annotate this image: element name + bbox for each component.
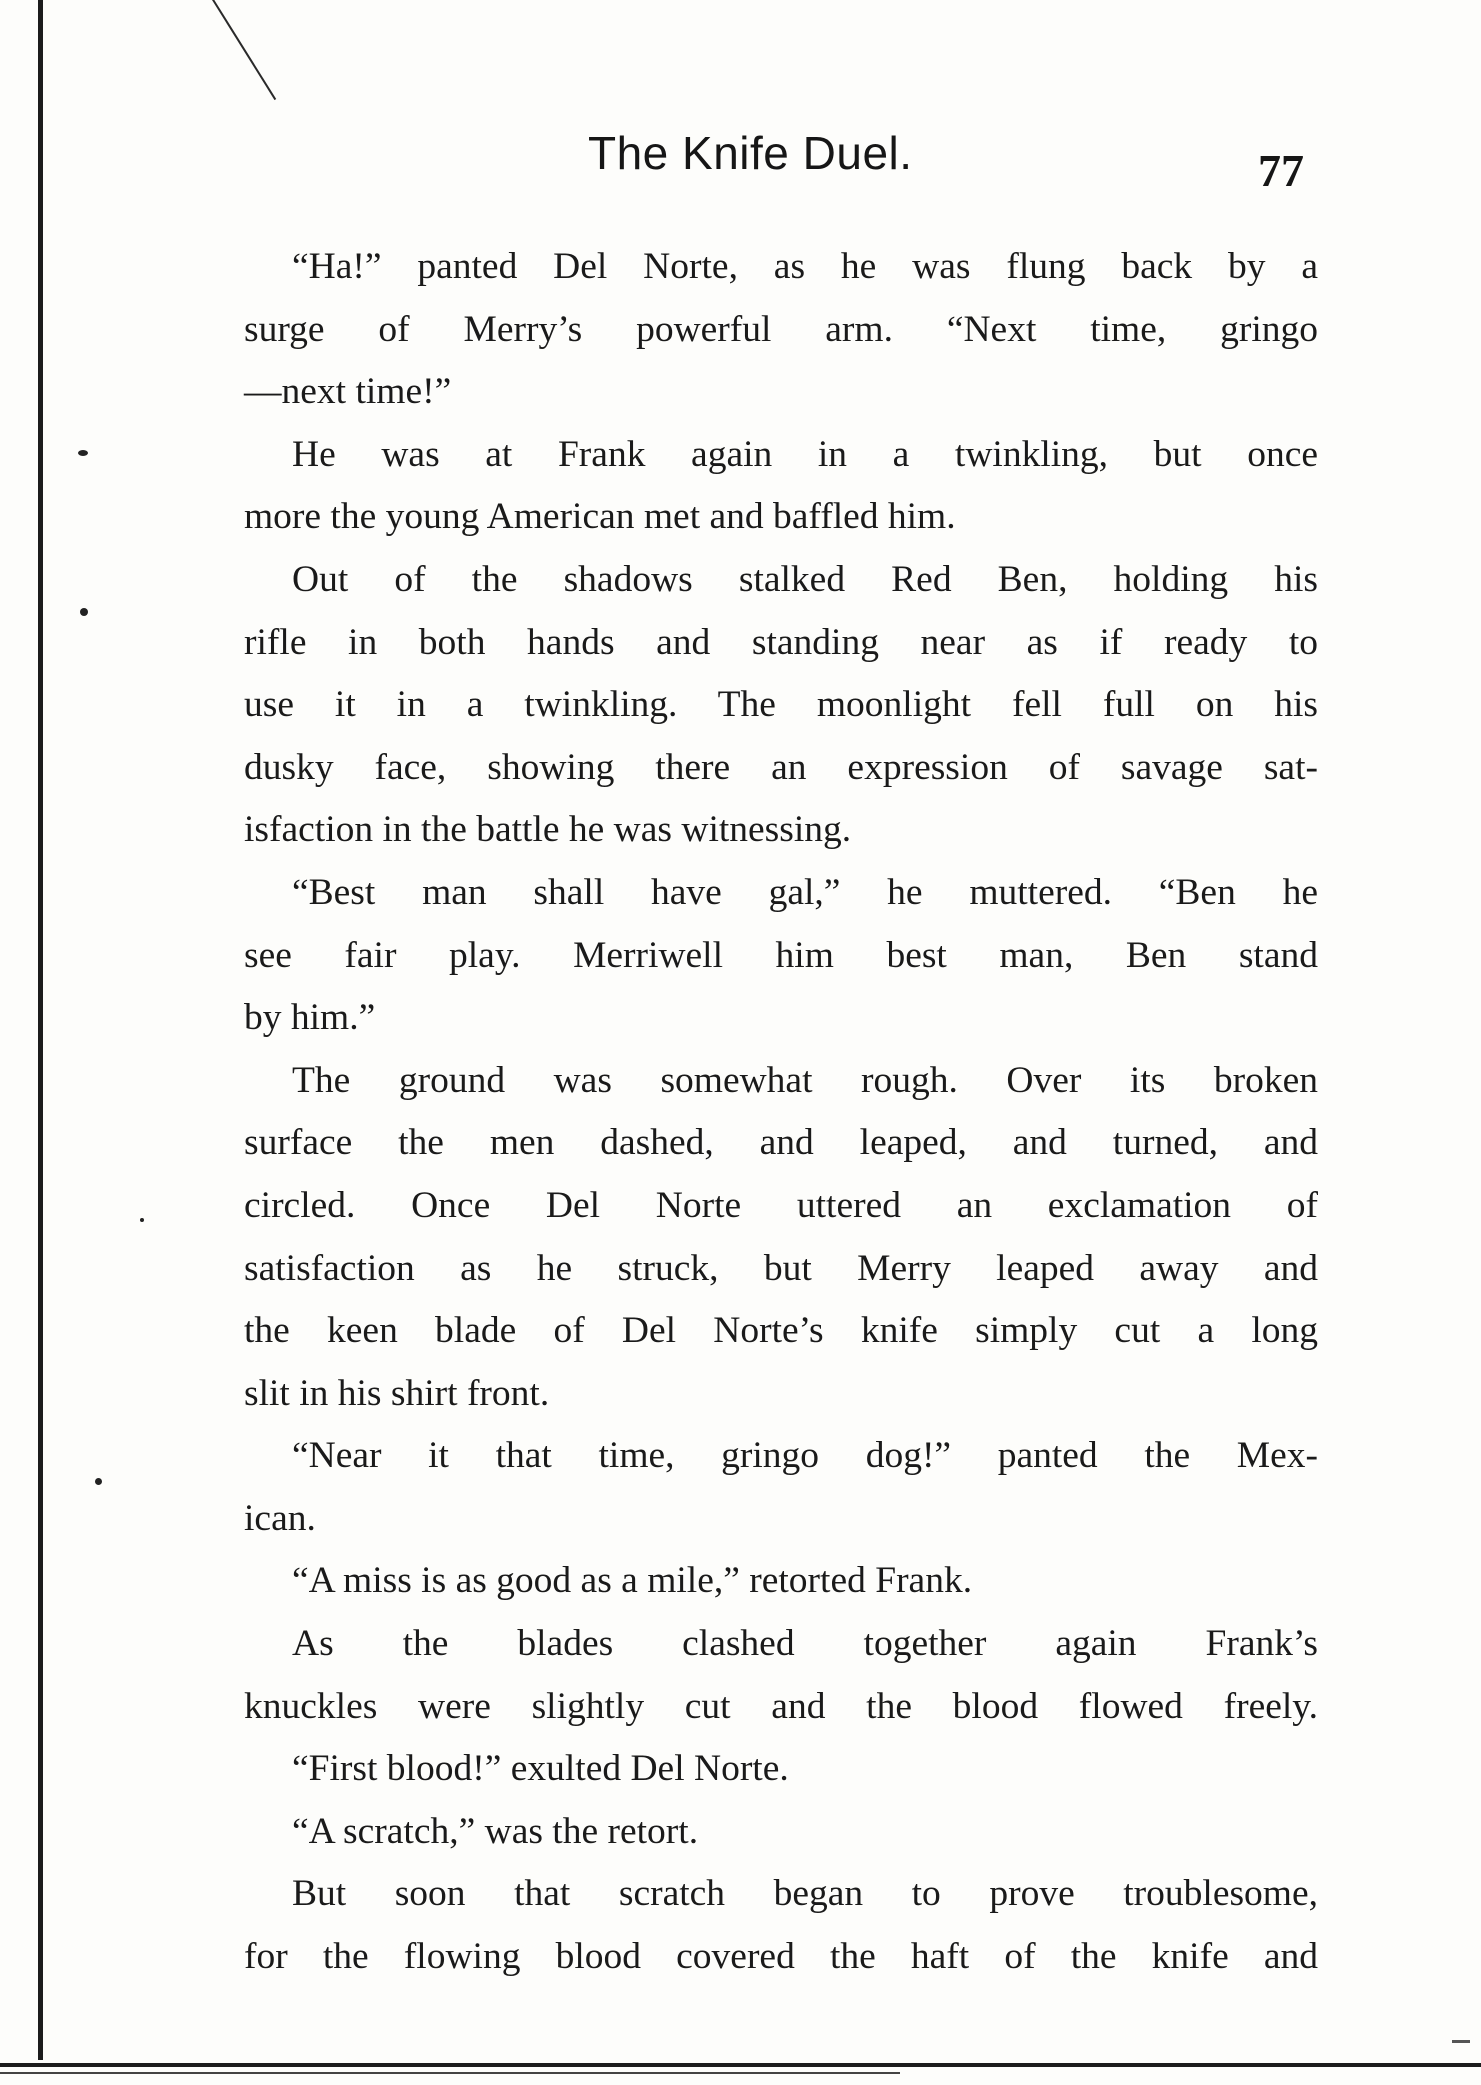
text-line: for the flowing blood covered the haft of the knife and xyxy=(244,1936,1318,1978)
text-line: “A scratch,” was the retort. xyxy=(292,1810,699,1852)
text-line: surface the men dashed, and leaped, and turned, and xyxy=(244,1122,1318,1164)
text-line: more the young American met and baffled him. xyxy=(244,496,956,538)
paragraph xyxy=(244,862,1318,1050)
text-line: Out of the shadows stalked Red Ben, holding his xyxy=(292,558,1318,600)
body-text xyxy=(244,236,1318,1989)
text-line: As the blades clashed together again Frank’s xyxy=(292,1623,1318,1665)
scan-speck xyxy=(78,450,88,456)
paragraph xyxy=(244,1613,1318,1738)
text-line: —next time!” xyxy=(244,371,452,413)
text-line: use it in a twinkling. The moonlight fell full on his xyxy=(244,684,1318,726)
paragraph xyxy=(244,1863,1318,1988)
text-line: “Ha!” panted Del Norte, as he was flung back by a xyxy=(292,246,1318,287)
page-number: 77 xyxy=(1258,145,1304,196)
text-line: He was at Frank again in a twinkling, but once xyxy=(292,433,1318,475)
scan-right-mark xyxy=(1452,2040,1470,2043)
scan-speck xyxy=(140,1218,144,1222)
scan-speck xyxy=(80,608,88,616)
paragraph xyxy=(244,549,1318,862)
paragraph xyxy=(244,1425,1318,1550)
scan-bottom-edge-rule xyxy=(0,2063,1481,2067)
text-line: ican. xyxy=(244,1497,316,1539)
text-line: by him.” xyxy=(244,997,376,1039)
paragraph xyxy=(244,1550,1318,1613)
text-line: “Near it that time, gringo dog!” panted the Mex- xyxy=(292,1435,1318,1477)
scan-corner-mark xyxy=(212,0,276,100)
text-line: the keen blade of Del Norte’s knife simply cut a long xyxy=(244,1310,1318,1352)
scan-speck xyxy=(95,1478,102,1485)
text-line: But soon that scratch began to prove troublesome, xyxy=(292,1873,1318,1915)
text-line: satisfaction as he struck, but Merry leaped away and xyxy=(244,1247,1318,1289)
running-title: The Knife Duel. xyxy=(588,127,913,179)
text-line: “First blood!” exulted Del Norte. xyxy=(292,1748,789,1790)
text-line: “A miss is as good as a mile,” retorted Frank. xyxy=(292,1560,973,1602)
scan-bottom-edge-rule-thin xyxy=(0,2072,900,2074)
paragraph xyxy=(244,424,1318,549)
scan-left-edge-rule xyxy=(38,0,43,2060)
text-line: see fair play. Merriwell him best man, Ben stand xyxy=(244,934,1318,976)
paragraph xyxy=(244,236,1318,424)
paragraph xyxy=(244,1050,1318,1426)
paragraph xyxy=(244,1801,1318,1864)
text-line: slit in his shirt front. xyxy=(244,1372,550,1414)
text-line: dusky face, showing there an expression of savage sat- xyxy=(244,746,1318,788)
text-line: rifle in both hands and standing near as if ready to xyxy=(244,621,1318,663)
text-line: surge of Merry’s powerful arm. “Next time, gringo xyxy=(244,308,1318,350)
text-line: circled. Once Del Norte uttered an exclamation of xyxy=(244,1184,1318,1226)
text-line: The ground was somewhat rough. Over its broken xyxy=(292,1059,1318,1101)
text-line: “Best man shall have gal,” he muttered. “Ben he xyxy=(292,871,1318,913)
text-line: knuckles were slightly cut and the blood flowed freely. xyxy=(244,1685,1318,1727)
paragraph xyxy=(244,1738,1318,1801)
text-line: isfaction in the battle he was witnessing. xyxy=(244,809,852,851)
